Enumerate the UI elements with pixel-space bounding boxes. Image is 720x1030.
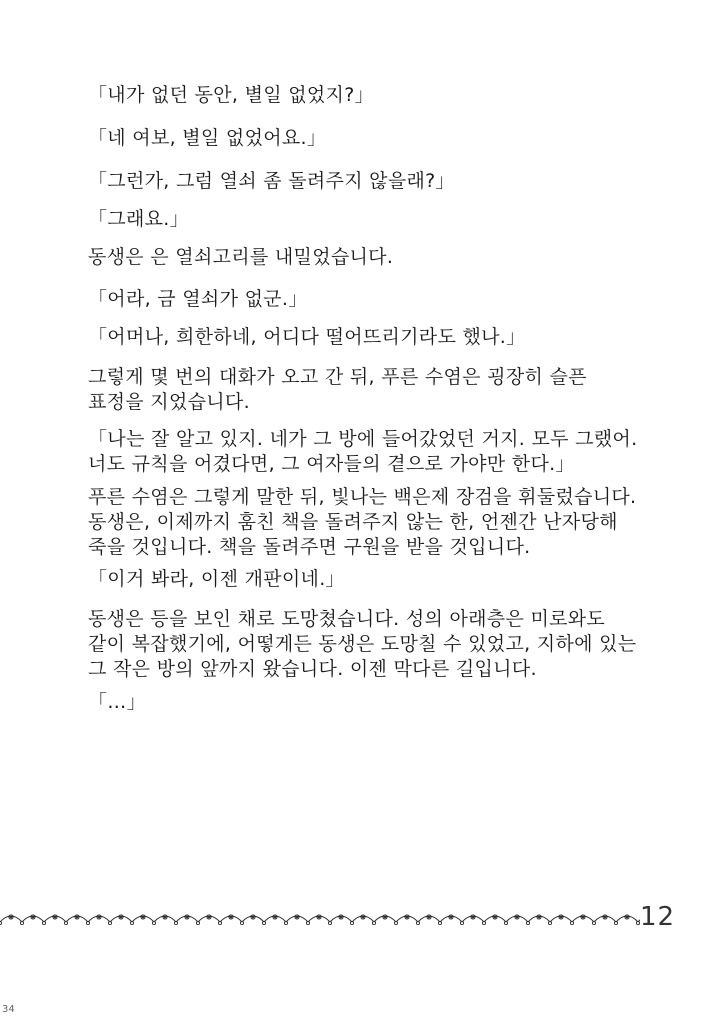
ornament-motif — [42, 914, 66, 925]
ornament-motif — [614, 914, 638, 925]
ornament-motif — [174, 914, 198, 925]
dialogue-line: 「그래요.」 — [88, 208, 189, 230]
ornament-motif — [152, 914, 176, 925]
ornament-motif — [482, 914, 506, 925]
narration-paragraph: 푸른 수염은 그렇게 말한 뒤, 빛나는 백은제 장검을 휘둘렀습니다. 동생은, 이제까지 훔친 책을 돌려주지 않는 한, 언젠간 난자당해 죽을 것입니다. 책을 돌려주면 구원을 받을 것입니다. — [88, 486, 637, 558]
ornament-motif — [372, 914, 396, 925]
dialogue-line: 「나는 잘 알고 있지. 네가 그 방에 들어갔었던 거지. 모두 그랬어. 너도 규칙을 어겼다면, 그 여자들의 곁으로 가야만 한다.」 — [88, 428, 638, 475]
ornament-motif — [108, 914, 132, 925]
narration-paragraph: 그렇게 몇 번의 대화가 오고 간 뒤, 푸른 수염은 굉장히 슬픈 표정을 지었습니다. — [88, 366, 587, 413]
ornament-motif — [526, 914, 550, 925]
dialogue-line: 「이거 봐라, 이젠 개판이네.」 — [88, 568, 345, 590]
ornament-motif — [592, 914, 616, 925]
ornament-motif — [328, 914, 352, 925]
ornament-motif — [240, 914, 264, 925]
dialogue-line: 「내가 없던 동안, 별일 없었지?」 — [88, 84, 374, 106]
footer-ornament-border — [0, 906, 640, 930]
ornament-motif — [20, 914, 44, 925]
ornament-motif — [306, 914, 330, 925]
ornament-motif — [0, 914, 22, 925]
dialogue-line: 「그런가, 그럼 열쇠 좀 돌려주지 않을래?」 — [88, 170, 455, 192]
ornament-motif — [196, 914, 220, 925]
dialogue-line: 「네 여보, 별일 없었어요.」 — [88, 127, 327, 149]
ornament-motif — [64, 914, 88, 925]
dialogue-line: 「어라, 금 열쇠가 없군.」 — [88, 288, 308, 310]
page-number: 12 — [640, 902, 676, 932]
ornament-motif — [350, 914, 374, 925]
ornament-motif — [460, 914, 484, 925]
ornament-motif — [416, 914, 440, 925]
scan-number: 34 — [2, 1004, 15, 1015]
ornament-motif — [570, 914, 594, 925]
ornament-motif — [504, 914, 528, 925]
ornament-motif — [394, 914, 418, 925]
narration-paragraph: 동생은 등을 보인 채로 도망쳤습니다. 성의 아래층은 미로와도 같이 복잡했기에, 어떻게든 동생은 도망칠 수 있었고, 지하에 있는 그 작은 방의 앞까지 왔습니다. 이젠 막다른 길입니다. — [88, 608, 637, 680]
ornament-motif — [262, 914, 286, 925]
ornament-pattern — [0, 906, 640, 930]
dialogue-line: 「어머나, 희한하네, 어디다 떨어뜨리기라도 했나.」 — [88, 326, 526, 348]
dialogue-line: 「…」 — [88, 691, 146, 713]
ornament-motif — [218, 914, 242, 925]
ornament-motif — [548, 914, 572, 925]
ornament-motif — [438, 914, 462, 925]
ornament-motif — [86, 914, 110, 925]
narration-paragraph: 동생은 은 열쇠고리를 내밀었습니다. — [88, 246, 394, 268]
ornament-motif — [130, 914, 154, 925]
ornament-motif — [284, 914, 308, 925]
